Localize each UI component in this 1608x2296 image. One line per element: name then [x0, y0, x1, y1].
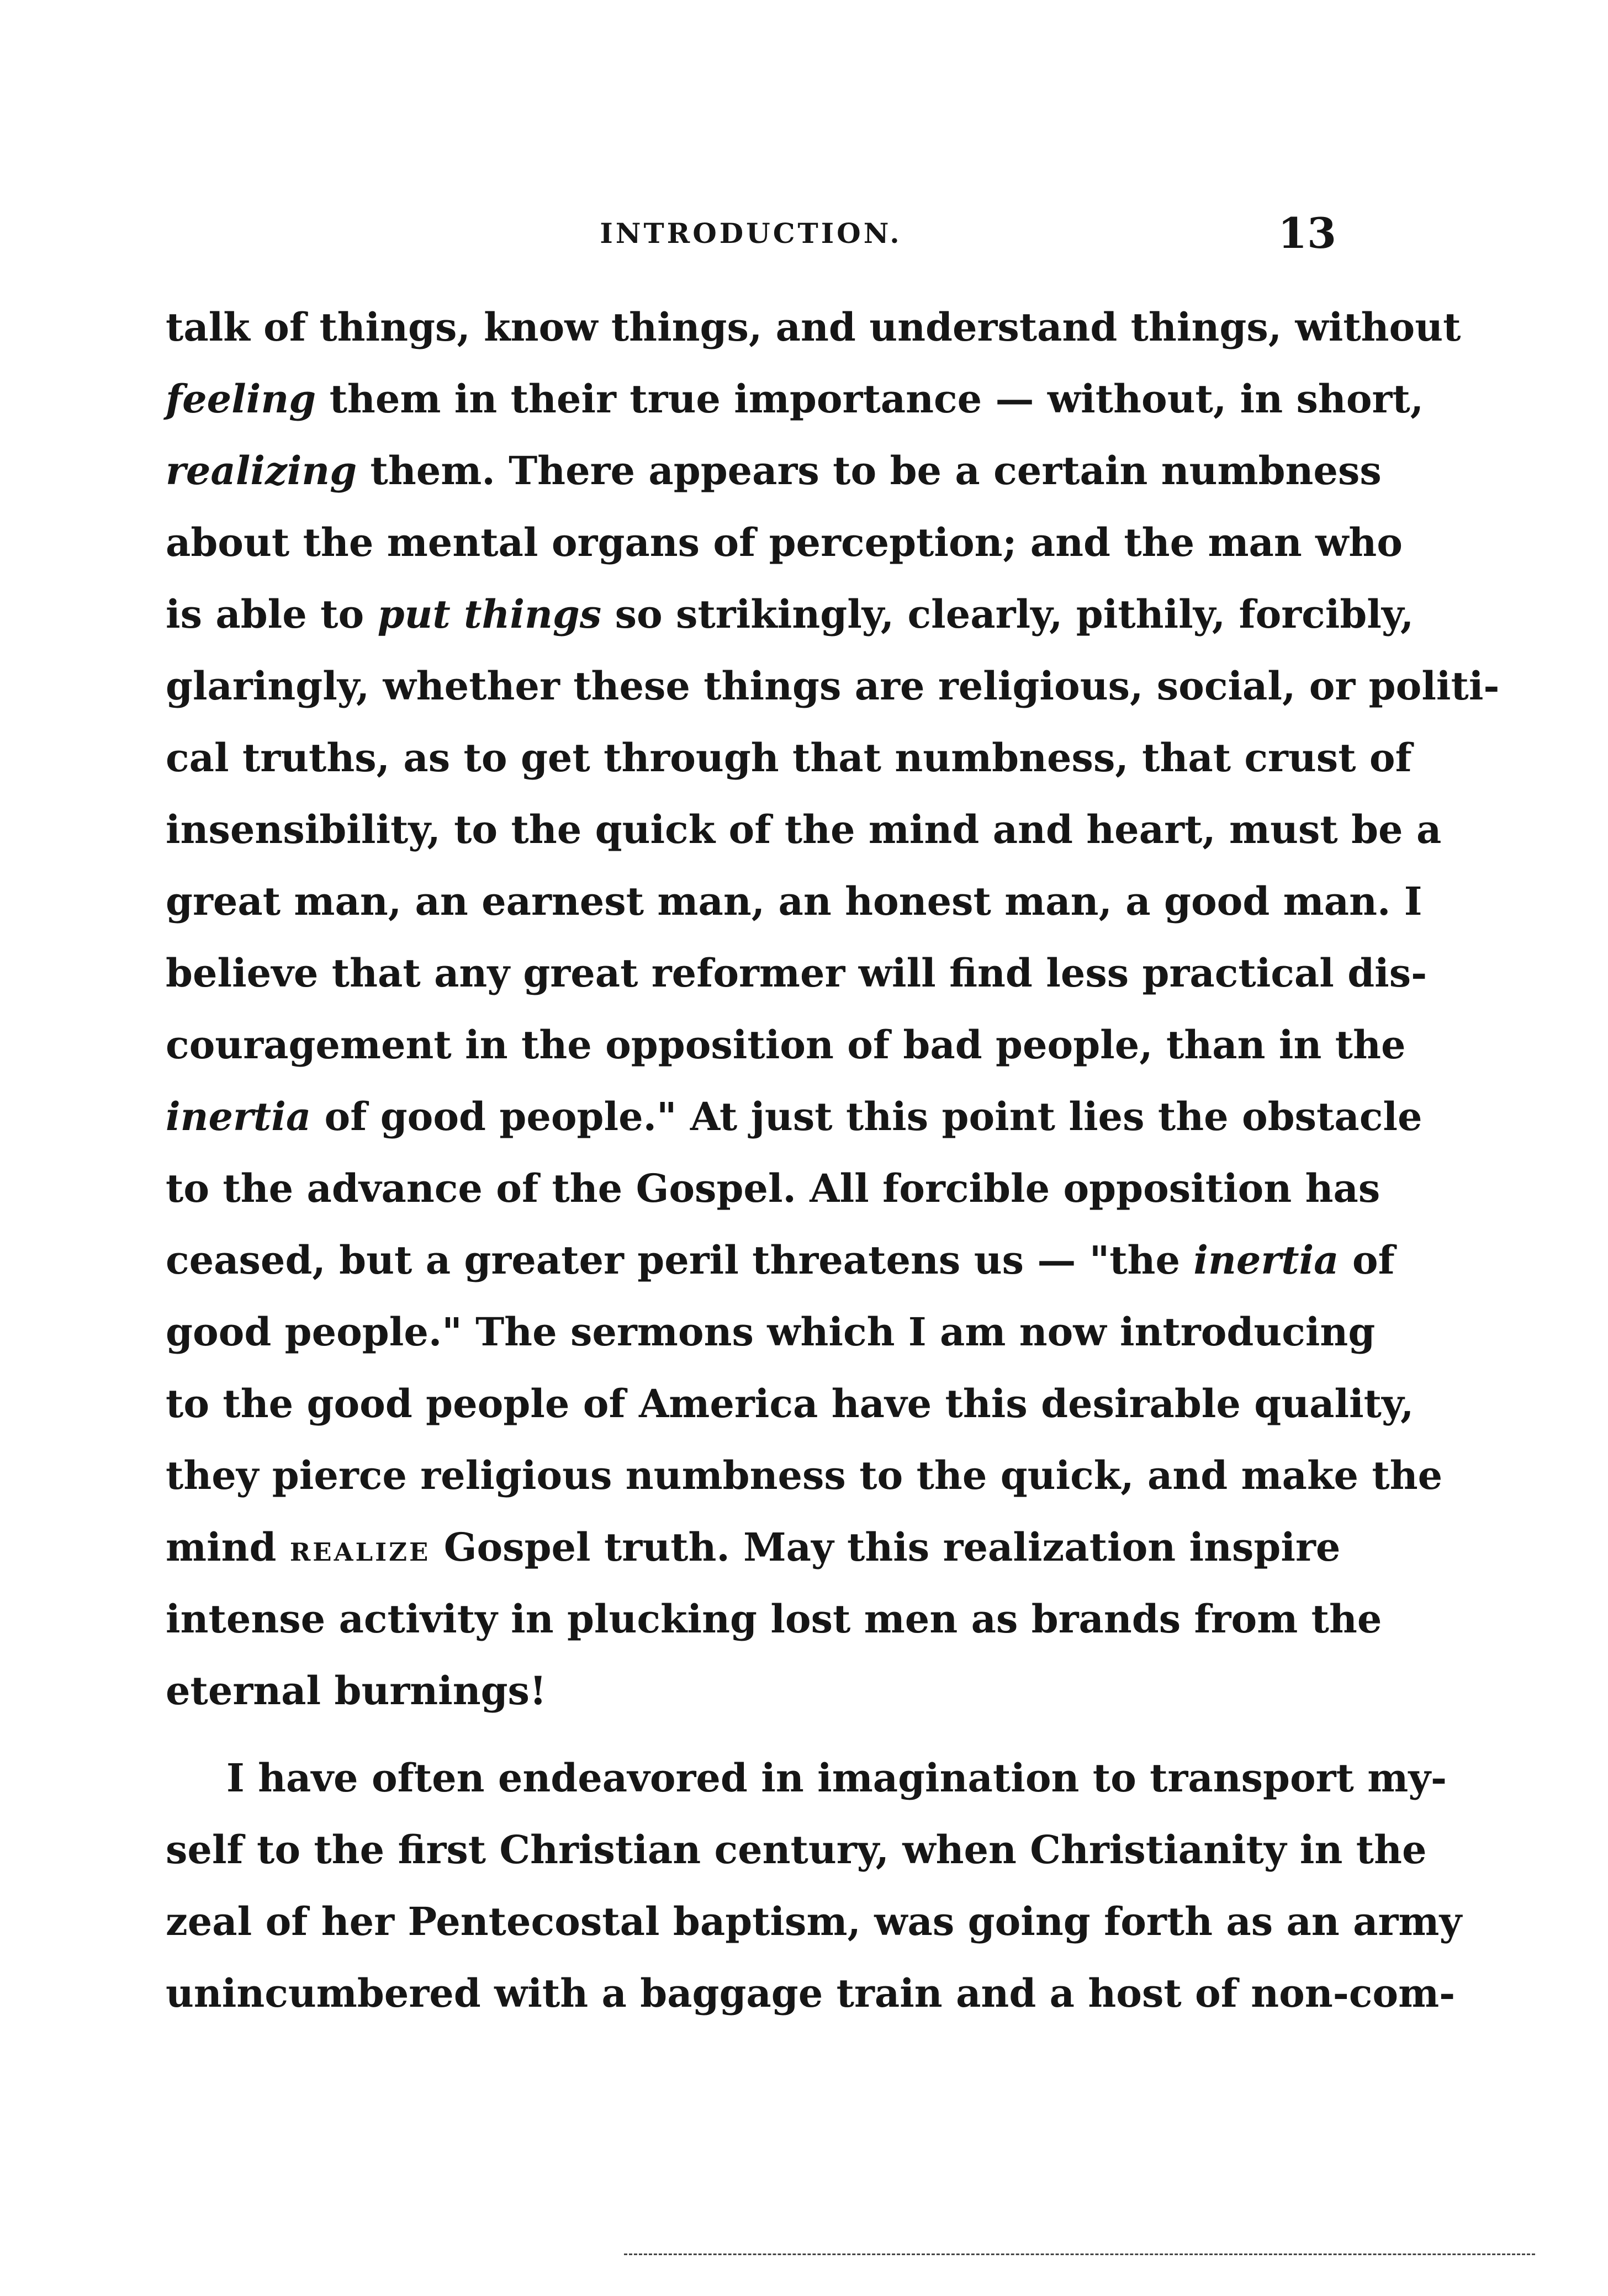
- text-line: [166, 291, 1461, 363]
- text-line: [166, 1583, 1382, 1655]
- body-text: [166, 291, 1500, 2029]
- italic-text: inertia: [166, 1094, 311, 1139]
- text-line: [166, 1081, 1422, 1153]
- text-span: intense activity in plucking lost men as brands from the: [166, 1596, 1382, 1642]
- text-line: [166, 1224, 1395, 1296]
- text-span: about the mental organs of perception; and the man who: [166, 519, 1403, 565]
- text-span: to the advance of the Gospel. All forcible opposition has: [166, 1165, 1380, 1211]
- text-line: [166, 1153, 1380, 1224]
- text-line: [166, 937, 1427, 1009]
- italic-text: realizing: [166, 448, 357, 494]
- text-line: [166, 1440, 1443, 1512]
- text-line: [166, 507, 1403, 579]
- italic-text: put things: [377, 591, 602, 637]
- text-line: [166, 1886, 1462, 1958]
- text-span: ceased, but a greater peril threatens us — "the: [166, 1237, 1194, 1283]
- text-span: unincumbered with a baggage train and a host of non-com-: [166, 1970, 1456, 2016]
- text-line: [166, 1655, 1336, 1727]
- italic-text: inertia: [1193, 1237, 1339, 1283]
- small-caps-text: realize: [289, 1528, 431, 1569]
- text-span: to the good people of America have this desirable quality,: [166, 1381, 1414, 1427]
- text-line: [166, 435, 1382, 507]
- italic-text: feeling: [166, 376, 316, 422]
- text-span: zeal of her Pentecostal baptism, was going forth as an army: [166, 1899, 1462, 1944]
- text-line: [166, 1296, 1376, 1368]
- text-line: [166, 650, 1500, 722]
- text-span: cal truths, as to get through that numbness, that crust of: [166, 735, 1412, 781]
- text-line: [166, 1958, 1456, 2029]
- text-line: [166, 1009, 1406, 1081]
- text-span: good people." The sermons which I am now introducing: [166, 1309, 1376, 1355]
- text-span: couragement in the opposition of bad people, than in the: [166, 1022, 1406, 1068]
- text-span: self to the first Christian century, when Christianity in the: [166, 1827, 1427, 1873]
- text-span: of: [1339, 1237, 1395, 1283]
- text-line: [166, 1814, 1427, 1886]
- text-line: [166, 722, 1412, 794]
- running-title: INTRODUCTION.: [600, 217, 902, 250]
- text-span: insensibility, to the quick of the mind and heart, must be a: [166, 807, 1442, 852]
- text-line: [166, 579, 1414, 650]
- text-span: eternal burnings!: [166, 1668, 547, 1714]
- text-span: Gospel truth. May this realization inspire: [430, 1524, 1341, 1570]
- text-span: them in their true importance — without, in short,: [316, 376, 1424, 422]
- text-span: believe that any great reformer will find less practical dis-: [166, 950, 1427, 996]
- text-span: glaringly, whether these things are religious, social, or politi-: [166, 663, 1500, 709]
- text-span: I have often endeavored in imagination to transport my-: [226, 1755, 1447, 1801]
- text-line: [166, 1368, 1414, 1440]
- text-line: [166, 1742, 1447, 1814]
- text-span: they pierce religious numbness to the quick, and make the: [166, 1452, 1443, 1498]
- text-line: [166, 1512, 1341, 1583]
- text-span: talk of things, know things, and understand things, without: [166, 304, 1461, 350]
- page-number: 13: [1278, 209, 1336, 258]
- text-span: mind: [166, 1524, 290, 1570]
- text-span: great man, an earnest man, an honest man, a good man. I: [166, 878, 1422, 924]
- text-line: [166, 363, 1424, 435]
- text-line: [166, 866, 1422, 937]
- footer-rule: [624, 2253, 1535, 2255]
- running-head: [166, 209, 1336, 258]
- text-span: so strikingly, clearly, pithily, forcibly,: [601, 591, 1414, 637]
- text-line: [166, 794, 1442, 866]
- text-span: of good people." At just this point lies the obstacle: [311, 1094, 1422, 1139]
- text-span: is able to: [166, 591, 378, 637]
- text-span: them. There appears to be a certain numbness: [357, 448, 1382, 494]
